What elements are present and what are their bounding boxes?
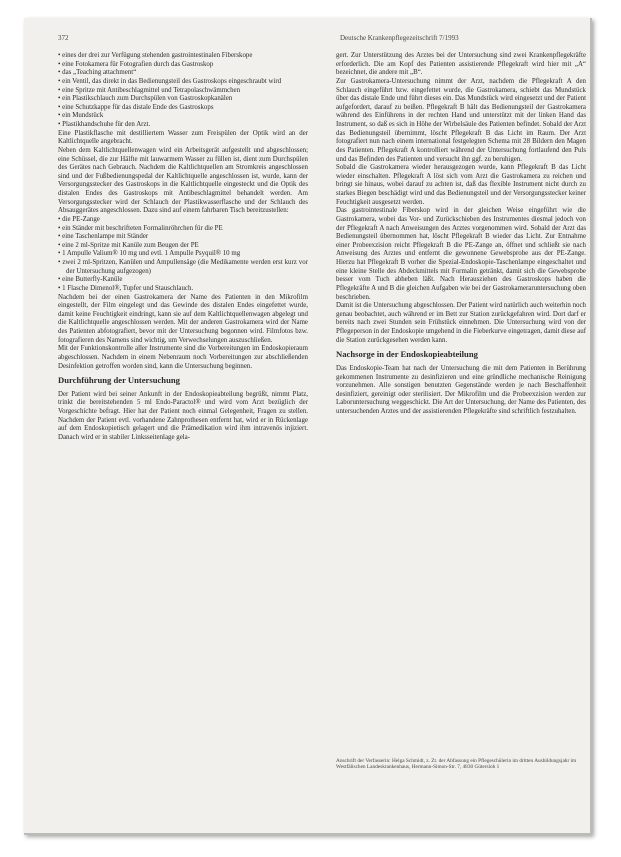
list-item: • eines der drei zur Verfügung stehenden gastrointestinalen Fiberskope <box>58 52 308 61</box>
paragraph: Eine Plastikflasche mit destilliertem Wasser zum Freispülen der Optik wird an der Kaltlichtquelle angebracht. <box>58 129 308 146</box>
list-item: • das „Teaching attachment“ <box>58 69 308 78</box>
table-items-list <box>58 216 308 294</box>
list-item: • eine Taschenlampe mit Ständer <box>58 233 308 242</box>
list-item: • ein Plastikschlauch zum Durchspülen von Gastroskopkanälen <box>58 95 308 104</box>
list-item: • Plastikhandschuhe für den Arzt. <box>58 121 308 130</box>
section-heading: Nachsorge in der Endoskopieabteilung <box>336 349 478 360</box>
list-item: • eine Butterfly-Kanüle <box>58 276 308 285</box>
list-item: • ein Ventil, das direkt in das Bedienungsteil des Gastroskops eingeschraubt wird <box>58 78 308 87</box>
list-item: • ein Mundstück <box>58 112 308 121</box>
list-item: • eine Fotokamera für Fotografien durch das Gastroskop <box>58 61 308 70</box>
paragraph: gert. Zur Unterstützung des Arztes bei der Untersuchung sind zwei Krankenpflegekräfte erforderlich. Die am Kopf des Patienten assistierende Pflegekraft wird hier mit „A“ bezeichnet, die andere mit „B“. <box>336 52 586 77</box>
right-column <box>336 52 586 417</box>
paragraph: Das gastrointestinale Fiberskop wird in der gleichen Weise eingeführt wie die Gastrokamera, wobei das Vor- und Zurückschieben des Instrumentes diesmal jedoch von der Pflegekraft A nach Anweisungen des Arztes vorgenommen wird. Sobald der Arzt das Bedienungsteil übernommen hat, löscht Pflegekraft B wieder das Licht. Zur Entnahme einer Probeexzision reicht Pflegekraft B die PE-Zange an, öffnet und schließt sie nach Anweisung des Arztes und entfernt die gewonnene Gewebsprobe aus der PE-Zange. Hierzu hat Pflegekraft B vorher die Spezial-Endoskopie-Taschenlampe eingeschaltet und eine kleine Stelle des Abdeckmittels mit Formalin getränkt, damit sich die Gewebsprobe besser vom Tuch abheben läßt. Nach Herausziehen des Gastroskops haben die Pflegekräfte A und B die gleichen Aufgaben wie bei der Gastrokameraruntersuchung oben beschrieben. <box>336 207 586 301</box>
list-item: • zwei 2 ml-Spritzen, Kanülen und Ampullensäge (die Medikamente werden erst kurz vor der Untersuchung aufgezogen) <box>58 259 308 276</box>
list-item: • die PE-Zange <box>58 216 308 225</box>
paragraph: Mit der Funktionskontrolle aller Instrumente sind die Vorbereitungen im Endoskopieraum abgeschlossen. Nachdem in einem Nebenraum noch Vorbereitungen zur abschließenden Desinfektion getroffen worden sind, kann die Untersuchung beginnen. <box>58 345 308 370</box>
paragraph: Sobald die Gastrokamera wieder herausgezogen wurde, kann Pflegekraft B das Licht wieder einschalten. Pflegekraft A löst sich vom Arzt die Gastrokamera zu reichen und bringt sie hinaus, wobei darauf zu achten ist, daß das flexible Instrument nicht durch zu starkes Biegen beschädigt wird und das Bedienungsteil und der Versorgungsstecker keiner Feuchtigkeit ausgesetzt werden. <box>336 164 586 206</box>
left-column <box>58 52 308 443</box>
paragraph: Zur Gastrokamera-Untersuchung nimmt der Arzt, nachdem die Pflegekraft A den Schlauch eingeführt bzw. eingefettet wurde, die Gastrokamera, schiebt das Mundstück über das distale Ende und führt dieses ein. Das Mundstück wird eingesetzt und der Patient aufgefordert, darauf zu beißen. Pflegekraft B hält das Bedienungsteil der Gastrokamera während des Einführens in der rechten Hand und unterstützt mit der linken Hand das Instrument, so daß es sich in Höhe der Wirbelsäule des Patienten befindet. Sobald der Arzt das Bedienungsteil übernimmt, löscht Pflegekraft B das Licht im Raum. Der Arzt fotografiert nun nach einem international festgelegten Schema mit 28 Bildern den Magen des Patienten. Pflegekraft A kontrolliert während der Untersuchung fortlaufend den Puls und das Befinden des Patienten und versucht ihn ggf. zu beruhigen. <box>336 77 586 163</box>
list-item: • eine Schutzkappe für das distale Ende des Gastroskops <box>58 104 308 113</box>
list-item: • 1 Ampulle Valium® 10 mg und evtl. 1 Ampulle Psyquil® 10 mg <box>58 250 308 259</box>
paragraph: Der Patient wird bei seiner Ankunft in der Endoskopieabteilung begrüßt, nimmt Platz, trinkt die bereitstehenden 5 ml Endo-Paractol® und wird vom Arzt bezüglich der Vorgeschichte befragt. Hier hat der Patient noch einmal Gelegenheit, Fragen zu stellen. Nachdem der Patient evtl. vorhandene Zahnprothesen entfernt hat, wird er in Rückenlage auf dem Endoskopietisch gelagert und die Prämedikation wird ihm intravenös injiziert. Danach wird er in stabiler Linksseitenlage gela- <box>58 390 308 441</box>
list-item: • ein Ständer mit beschrifteten Formalinröhrchen für die PE <box>58 225 308 234</box>
paragraph: Damit ist die Untersuchung abgeschlossen. Der Patient wird natürlich auch weiterhin noch genau beobachtet, auch während er im Bett zur Station zurückgefahren wird. Dort darf er bereits nach zwei Stunden sein Frühstück einnehmen. Die Untersuchung wird von der Pflegeperson in der Endoskopie umgehend in die Fieberkurve eingetragen, damit diese auf die Station zurückgesehen werden kann. <box>336 302 586 344</box>
page-number: 372 <box>58 34 69 42</box>
author-footnote: Anschrift der Verfasserin: Helga Schmidt, z. Zt. der Abfassung ein Pflegeschülerin im dritten Ausbildungsjahr im Westfälischen Landeskrankenhaus, Hermann-Simon-Str. 7, 4830 Gütersloh 1 <box>336 758 577 771</box>
list-item: • 1 Flasche Dimenol®, Tupfer und Stauschlauch. <box>58 285 308 294</box>
list-item: • eine Spritze mit Antibeschlagmittel und Tetrapolaschwämmchen <box>58 87 308 96</box>
document-page <box>24 18 592 835</box>
section-heading: Durchführung der Untersuchung <box>58 375 180 386</box>
paragraph: Nachdem bei der einen Gastrokamera der Name des Patienten in den Mikrofilm eingestellt, der Film eingelegt und das Gewinde des distalen Endes eingefettet wurde, damit keine Feuchtigkeit eindringt, kann sie auf dem Kaltlichtquellenwagen abgelegt und die Kaltlichtquelle angeschlossen werden. Mit der anderen Gastrokamera wird der Name des Patienten abfotografiert, bevor mit der Untersuchung begonnen wird. Filmfotos bzw. fotografieren des Namens sind wichtig, um Verwechselungen auszuschließen. <box>58 293 308 344</box>
journal-header: Deutsche Krankenpflegezeitschrift 7/1993 <box>340 34 459 42</box>
equipment-list <box>58 52 308 130</box>
list-item: • eine 2 ml-Spritze mit Kanüle zum Beugen der PE <box>58 242 308 251</box>
paragraph: Das Endoskopie-Team hat nach der Untersuchung die mit dem Patienten in Berührung gekommenen Instrumente zu desinfizieren und eine gründliche mechanische Reinigung vorzunehmen. Alle sonstigen benutzten Gegenstände werden je nach Beschaffenheit desinfiziert, gereinigt oder sterilisiert. Der Mikrofilm und die Probeexzision werden zur Laboruntersuchung weggeschickt. Die Art der Untersuchung, der Name des Patienten, des untersuchenden Arztes und der assistierenden Pflegekräfte sind schriftlich festzuhalten. <box>336 364 586 415</box>
paragraph: Neben dem Kaltlichtquellenwagen wird ein Arbeitsgerät aufgestellt und abgeschlossen; eine Schüssel, die zur Hälfte mit lauwarmem Wasser zu füllen ist, dient zum Durchspülen des Gerätes nach Gebrauch. Nachdem die Kaltlichtquellen am Stromkreis angeschlossen sind und der Fußbedienungspedal der Kaltlichtquelle angeschlossen ist, wurde, kann der Versorgungsstecker des Gastroskops in die Kaltlichtquelle eingesteckt und die Optik des distalen Endes des Gastroskops mit Antibeschlagmittel behandelt werden. Am Versorgungsstecker wird der Schlauch der Plastikwasserflasche und der Schlauch des Absauggerätes angeschlossen. Dazu sind auf einem fahrbaren Tisch bereitzustellen: <box>58 146 308 215</box>
